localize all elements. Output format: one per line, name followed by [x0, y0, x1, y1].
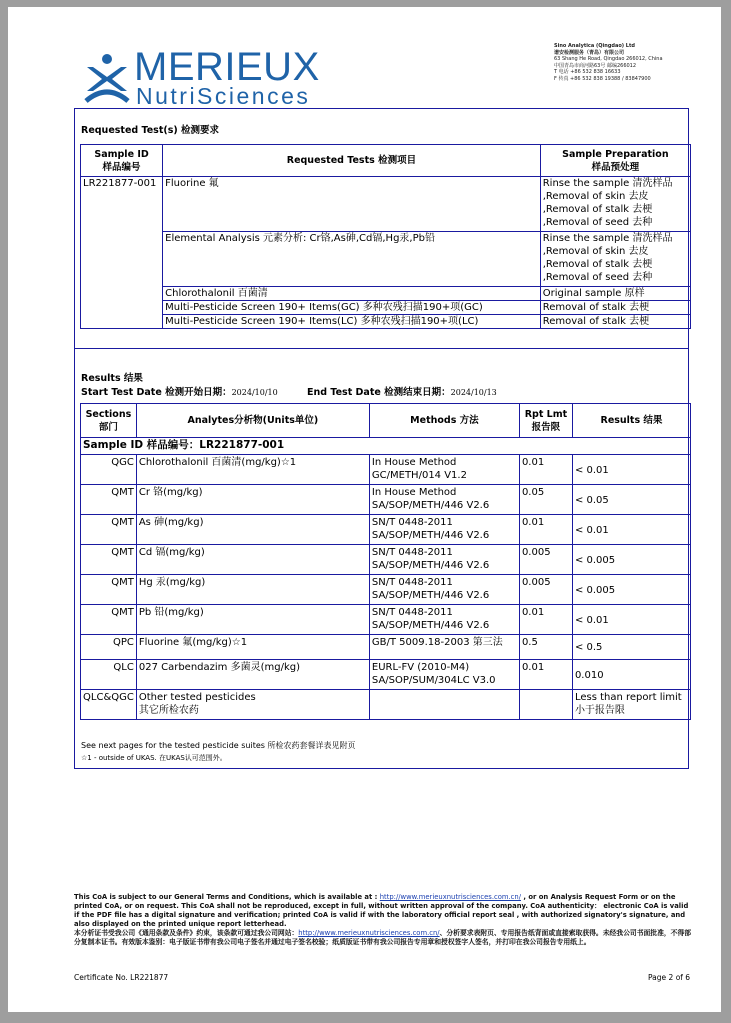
page-number: Page 2 of 6 [648, 973, 691, 982]
rpt-lmt-cell: 0.05 [519, 485, 572, 515]
company-info [554, 43, 663, 82]
analyte-cell: Hg 汞(mg/kg) [136, 575, 369, 605]
test-cell: Chlorothalonil 百菌清 [163, 287, 541, 301]
results-header-row [81, 404, 691, 438]
header-requested-tests: Requested Tests 检测项目 [163, 145, 541, 177]
rpt-lmt-cell: 0.01 [519, 660, 572, 690]
analyte-cell: Cr 铬(mg/kg) [136, 485, 369, 515]
results-row [81, 515, 691, 545]
method-cell [369, 515, 519, 545]
method-line: SN/T 0448-2011 [371, 607, 453, 618]
prep-cell: Rinse the sample 清洗样品 ,Removal of skin 去皮 ,Removal of stalk 去梗 ,Removal of seed 去种 [540, 177, 690, 232]
section-cell: QGC [81, 455, 137, 485]
method-line: SN/T 0448-2011 [371, 547, 453, 558]
table-row [81, 287, 691, 301]
logo-wordmark: MERIEUX [134, 45, 320, 89]
company-logo [84, 45, 324, 109]
rpt-lmt-cell: 0.01 [519, 605, 572, 635]
method-line: SN/T 0448-2011 [371, 517, 453, 528]
method-cell [369, 605, 519, 635]
company-address: 63 Shang He Road, Qingdao 266012, China [554, 56, 663, 62]
method-cell [369, 485, 519, 515]
company-address-cn: 中国青岛市商河路63号 邮编266012 [554, 62, 637, 69]
analyte-cell: Other tested pesticides 其它所检农药 [136, 690, 369, 720]
test-dates [81, 384, 523, 398]
method-line: GB/T 5009.18-2003 第三法 [371, 637, 503, 648]
header-rpt-lmt: Rpt Lmt 报告限 [519, 404, 572, 438]
method-line: SN/T 0448-2011 [371, 577, 453, 588]
method-line: SA/SOP/METH/446 V2.6 [371, 620, 490, 631]
method-line: SA/SOP/METH/446 V2.6 [371, 590, 490, 601]
section-cell: QMT [81, 575, 137, 605]
section-cell: QMT [81, 545, 137, 575]
test-cell: Multi-Pesticide Screen 190+ Items(LC) 多种农残扫描190+项(LC) [163, 315, 541, 329]
method-line: SA/SOP/METH/446 V2.6 [371, 500, 490, 511]
analyte-cell: Cd 镉(mg/kg) [136, 545, 369, 575]
rpt-lmt-cell: 0.005 [519, 545, 572, 575]
table-header-row [81, 145, 691, 177]
report-page [8, 7, 721, 1012]
method-cell [369, 690, 519, 720]
header-sample-prep: Sample Preparation 样品预处理 [540, 145, 690, 177]
results-title: Results 结果 [81, 373, 143, 384]
terms-footer [74, 893, 694, 947]
results-row [81, 545, 691, 575]
prep-cell: Rinse the sample 清洗样品 ,Removal of skin 去皮 ,Removal of stalk 去梗 ,Removal of seed 去种 [540, 232, 690, 287]
rpt-lmt-cell: 0.01 [519, 455, 572, 485]
sample-id-heading: Sample ID 样品编号：LR221877-001 [81, 438, 691, 455]
header-sample-id: Sample ID 样品编号 [81, 145, 163, 177]
method-line: GC/METH/014 V1.2 [371, 470, 467, 481]
result-cell: 0.010 [572, 660, 690, 690]
header-results: Results 结果 [572, 404, 690, 438]
header-sections: Sections 部门 [81, 404, 137, 438]
results-row [81, 690, 691, 720]
requested-tests-table [80, 144, 691, 329]
method-cell [369, 545, 519, 575]
method-line: SA/SOP/METH/446 V2.6 [371, 530, 490, 541]
results-row [81, 485, 691, 515]
requested-tests-title: Requested Test(s) 检测要求 [81, 125, 220, 136]
section-cell: QPC [81, 635, 137, 660]
company-name-cn: 谱安检测服务（青岛）有限公司 [554, 49, 625, 56]
end-date-value: 2024/10/13 [450, 388, 497, 397]
rpt-lmt-cell: 0.01 [519, 515, 572, 545]
prep-cell: Removal of stalk 去梗 [540, 301, 690, 315]
terms-link-en[interactable]: http://www.merieuxnutrisciences.com.cn/ [379, 893, 522, 901]
terms-en-part1: This CoA is subject to our General Terms and Conditions, which is available at : [74, 893, 380, 901]
table-row [81, 301, 691, 315]
analyte-cell: Pb 铅(mg/kg) [136, 605, 369, 635]
logo-subwordmark: NutriSciences [136, 83, 311, 109]
terms-link-cn[interactable]: http://www.merieuxnutrisciences.com.cn/ [298, 929, 440, 937]
test-cell: Elemental Analysis 元素分析: Cr铬,As砷,Cd镉,Hg汞,Pb铅 [163, 232, 541, 287]
company-fax: F 传真 +86 532 838 19388 / 83847900 [554, 75, 651, 82]
result-cell: < 0.01 [572, 515, 690, 545]
method-line: In House Method [371, 487, 457, 498]
results-section [74, 348, 689, 769]
analyte-cell: Fluorine 氟(mg/kg)☆1 [136, 635, 369, 660]
analyte-cell: Chlorothalonil 百菌清(mg/kg)☆1 [136, 455, 369, 485]
section-cell: QLC [81, 660, 137, 690]
results-row [81, 660, 691, 690]
header-methods: Methods 方法 [369, 404, 519, 438]
end-date-label: End Test Date 检测结束日期： [307, 387, 451, 398]
terms-en-part2: , or on Analysis Request Form or on the printed CoA, or on request. This CoA shall not be reproduced, except in full, without written approval of the company. CoA authenticity： electronic CoA is valid if the PDF file has a digital signature and verification; printed CoA is valid if with the laboratory official report seal , with authorized signatory's signature, and also displayed on the printed unique report letterhead. [74, 893, 689, 928]
results-body [81, 455, 691, 720]
results-row [81, 575, 691, 605]
method-cell [369, 575, 519, 605]
company-name: Sino Analytica (Qingdao) Ltd [554, 43, 635, 49]
method-line: SA/SOP/METH/446 V2.6 [371, 560, 490, 571]
analyte-cell: As 砷(mg/kg) [136, 515, 369, 545]
results-row [81, 635, 691, 660]
merieux-logo-icon [84, 53, 130, 103]
rpt-lmt-cell: 0.005 [519, 575, 572, 605]
result-cell: < 0.005 [572, 545, 690, 575]
result-cell: < 0.05 [572, 485, 690, 515]
table-row [81, 315, 691, 329]
terms-cn-part2: 、分析要求表附页、专用报告纸背面或直接索取获得。未经我公司书面批准，不得部分复制本证书。有效版本鉴别：电子版证书带有我公司电子签名并通过电子签名校验；纸质版证书带有我公司报告专用章和授权签字人签名，并打印在我公司报告专用纸上。 [74, 929, 692, 946]
start-date-label: Start Test Date 检测开始日期： [81, 387, 232, 398]
result-cell: < 0.5 [572, 635, 690, 660]
rpt-lmt-cell: 0.5 [519, 635, 572, 660]
result-cell: < 0.005 [572, 575, 690, 605]
method-line: EURL-FV (2010-M4) [371, 662, 470, 673]
analyte-cell: 027 Carbendazim 多菌灵(mg/kg) [136, 660, 369, 690]
note-pesticide-suites: See next pages for the tested pesticide suites 所检农药套餐详表见附页 [81, 741, 356, 750]
prep-cell: Removal of stalk 去梗 [540, 315, 690, 329]
results-table [80, 403, 691, 720]
result-cell: < 0.01 [572, 605, 690, 635]
table-row [81, 177, 691, 232]
method-cell [369, 660, 519, 690]
results-row [81, 455, 691, 485]
prep-cell: Original sample 原样 [540, 287, 690, 301]
certificate-number: Certificate No. LR221877 [74, 973, 169, 982]
table-row [81, 232, 691, 287]
rpt-lmt-cell [519, 690, 572, 720]
requested-tests-section [74, 108, 689, 349]
sample-id-row [81, 438, 691, 455]
method-cell [369, 635, 519, 660]
section-cell: QMT [81, 515, 137, 545]
note-ukas: ☆1 - outside of UKAS. 在UKAS认可范围外。 [81, 754, 227, 762]
result-cell: Less than report limit 小于报告限 [572, 690, 690, 720]
results-row [81, 605, 691, 635]
method-line: In House Method [371, 457, 457, 468]
result-cell: < 0.01 [572, 455, 690, 485]
section-cell: QLC&QGC [81, 690, 137, 720]
company-tel: T 电话 +86 532 838 16633 [554, 69, 621, 75]
header-analytes: Analytes分析物(Units单位) [136, 404, 369, 438]
test-cell: Fluorine 氟 [163, 177, 541, 232]
method-cell [369, 455, 519, 485]
terms-cn-part1: 本分析证书受我公司《通用条款及条件》约束，该条款可通过我公司网站： [74, 929, 299, 937]
section-cell: QMT [81, 485, 137, 515]
section-cell: QMT [81, 605, 137, 635]
start-date-value: 2024/10/10 [231, 388, 278, 397]
method-line: SA/SOP/SUM/304LC V3.0 [371, 675, 496, 686]
test-cell: Multi-Pesticide Screen 190+ Items(GC) 多种农残扫描190+项(GC) [163, 301, 541, 315]
sample-id-cell: LR221877-001 [81, 177, 163, 329]
